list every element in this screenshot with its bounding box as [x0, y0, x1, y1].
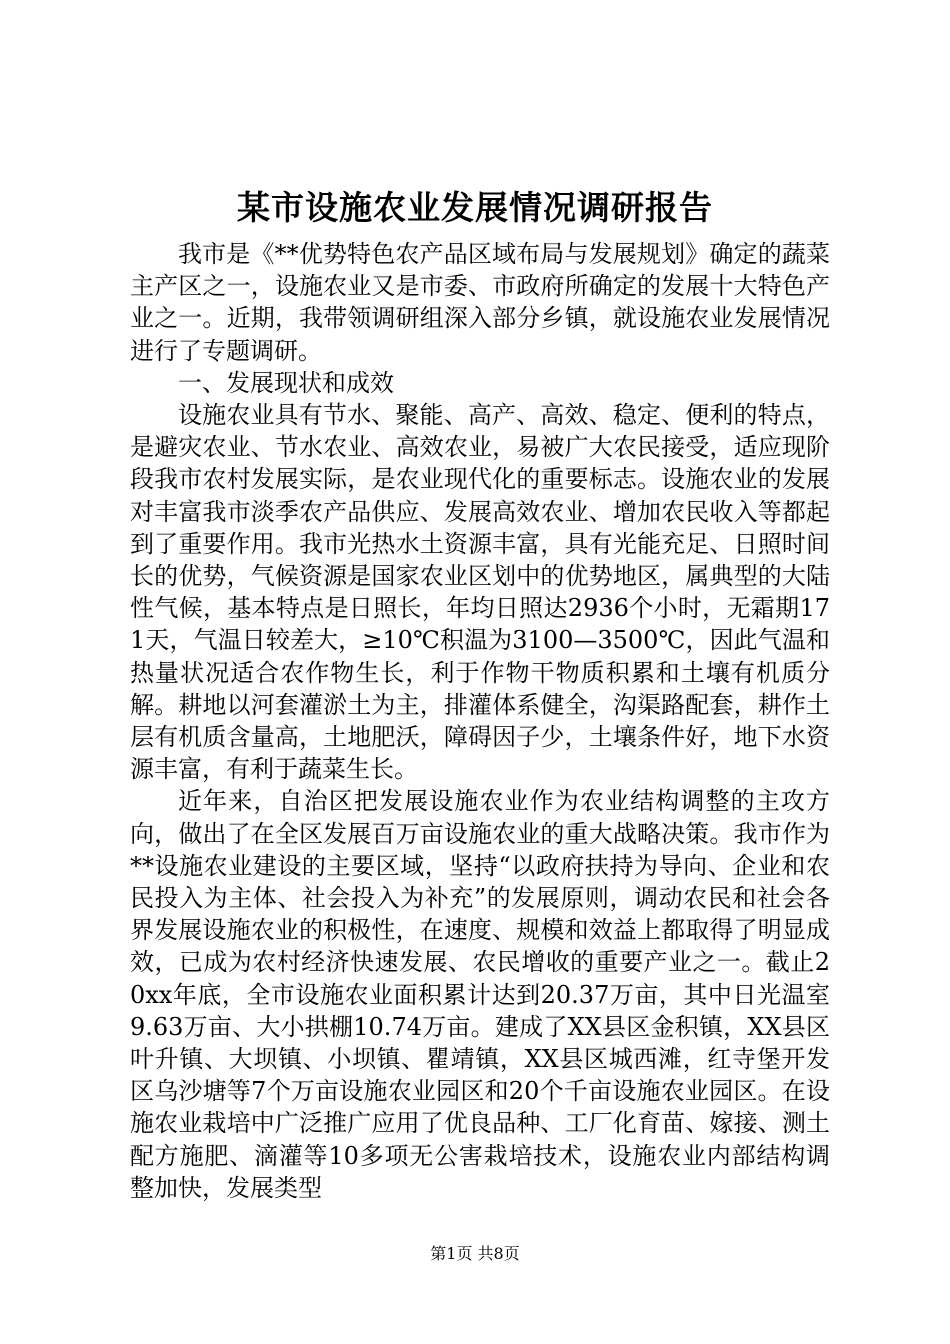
paragraph-intro: 我市是《**优势特色农产品区域布局与发展规划》确定的蔬菜主产区之一，设施农业又是市委、市政府所确定的发展十大特色产业之一。近期，我带领调研组深入部分乡镇，就设施农业发展情况进行了专题调研。 [130, 240, 830, 365]
page-footer: 第1页 共8页 [430, 1244, 520, 1263]
section-heading: 一、发展现状和成效 [178, 368, 394, 397]
paragraph-conditions: 设施农业具有节水、聚能、高产、高效、稳定、便利的特点，是避灾农业、节水农业、高效农业，易被广大农民接受，适应现阶段我市农村发展实际，是农业现代化的重要标志。设施农业的发展对丰富我市淡季农产品供应、发展高效农业、增加农民收入等都起到了重要作用。我市光热水土资源丰富，具有光能充足、日照时间长的优势，气候资源是国家农业区划中的优势地区，属典型的大陆性气候，基本特点是日照长，年均日照达2936个小时，无霜期171天，气温日较差大，≥10℃积温为3100—3500℃，因此气温和热量状况适合农作物生长，利于作物干物质积累和土壤有机质分解。耕地以河套灌淤土为主，排灌体系健全，沟渠路配套，耕作土层有机质含量高，土地肥沃，障碍因子少，土壤条件好，地下水资源丰富，有利于蔬菜生长。 [130, 401, 830, 784]
document-body [130, 238, 830, 1204]
document-title: 某市设施农业发展情况调研报告 [237, 188, 713, 227]
paragraph-achievements: 近年来，自治区把发展设施农业作为农业结构调整的主攻方向，做出了在全区发展百万亩设施农业的重大战略决策。我市作为**设施农业建设的主要区域，坚持“以政府扶持为导向、企业和农民投入为主体、社会投入为补充”的发展原则，调动农民和社会各界发展设施农业的积极性，在速度、规模和效益上都取得了明显成效，已成为农村经济快速发展、农民增收的重要产业之一。截止20xx年底，全市设施农业面积累计达到20.37万亩，其中日光温室9.63万亩、大小拱棚10.74万亩。建成了XX县区金积镇，XX县区叶升镇、大坝镇、小坝镇、瞿靖镇，XX县区城西滩，红寺堡开发区乌沙塘等7个万亩设施农业园区和20个千亩设施农业园区。在设施农业栽培中广泛推广应用了优良品种、工厂化育苗、嫁接、测土配方施肥、滴灌等10多项无公害栽培技术，设施农业内部结构调整加快，发展类型 [130, 787, 830, 1202]
